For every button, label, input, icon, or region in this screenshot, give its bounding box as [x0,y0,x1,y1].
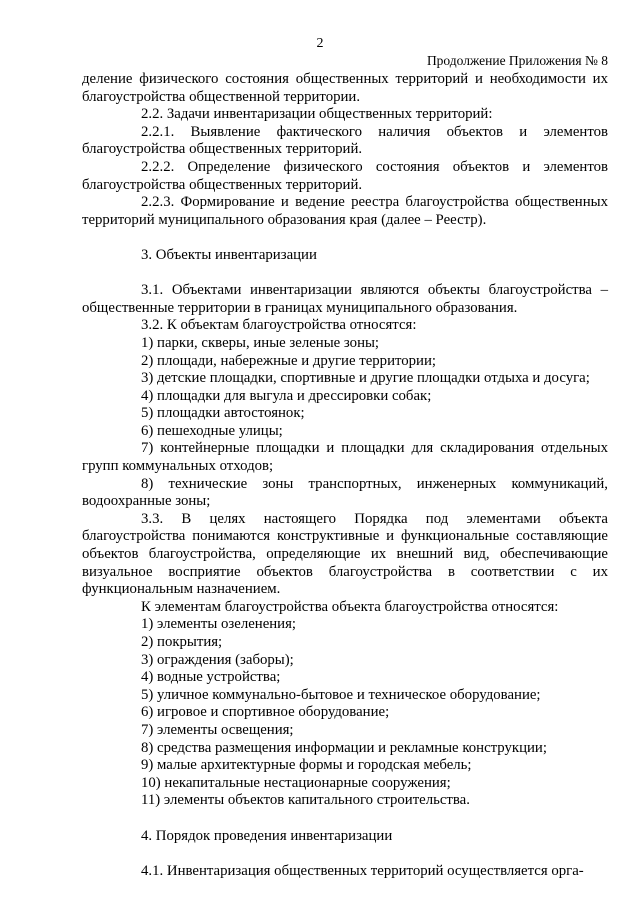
list-item-element: 2) покрытия; [141,634,223,650]
paragraph-3-3: 3.3. В целях настоящего Порядка под элементами объекта благоустройства понимаются конструктивные и функциональные составляющие объектов благоустройства, определяющие их внешний вид, обеспечивающие визуальное восприятие объектов благоустройства в соответствии с их функциональным назначением. [82,510,608,598]
section-gap [82,265,608,283]
list-item-element: 6) игровое и спортивное оборудование; [141,704,390,721]
list-item-object: 1) парки, скверы, иные зеленые зоны; [141,334,380,351]
paragraph-3-1: 3.1. Объектами инвентаризации являются объекты благоустройства – общественные территории в границах муниципального образования. [82,282,608,316]
list-item-element: 8) средства размещения информации и рекламные конструкции; [141,739,547,756]
list-item-element: 1) элементы озеленения; [141,616,297,633]
section-gap [82,845,608,863]
appendix-continuation-label: Продолжение Приложения № 8 [426,53,608,68]
list-item-object: 8) технические зоны транспортных, инженерных коммуникаций, водоохранные зоны; [82,475,608,510]
list-item-object: 3) детские площадки, спортивные и другие площадки отдыха и досуга; [141,370,590,387]
section-gap [82,229,608,247]
page-number: 2 [316,36,324,51]
paragraph-3-2: 3.2. К объектам благоустройства относятся: [141,317,417,334]
paragraph-elements-intro: К элементам благоустройства объекта благоустройства относятся: [141,598,559,615]
list-item-element: 3) ограждения (заборы); [141,651,294,668]
list-item-element: 4) водные устройства; [141,669,281,686]
list-item-element: 9) малые архитектурные формы и городская мебель; [141,757,472,774]
document-body [82,71,608,880]
paragraph-2-2-3: 2.2.3. Формирование и ведение реестра благоустройства общественных территорий муниципального образования края (далее – Реестр). [82,194,608,228]
section-heading-4: 4. Порядок проведения инвентаризации [141,827,393,844]
list-item-element: 11) элементы объектов капитального строительства. [141,792,470,809]
list-item-object: 6) пешеходные улицы; [141,422,283,439]
section-heading-3: 3. Объекты инвентаризации [141,246,317,263]
list-item-element: 5) уличное коммунально-бытовое и техническое оборудование; [141,686,541,703]
list-item-element: 10) некапитальные нестационарные сооружения; [141,774,451,791]
list-item-object: 7) контейнерные площадки и площадки для складирования отдельных групп коммунальных отходов; [82,440,608,475]
list-item-object: 2) площади, набережные и другие территории; [141,352,437,369]
list-item-object: 4) площадки для выгула и дрессировки собак; [141,387,432,404]
paragraph-2-2-1: 2.2.1. Выявление фактического наличия объектов и элементов благоустройства общественных территорий. [82,123,608,158]
paragraph-continuation: деление физического состояния общественных территорий и необходимости их благоустройства общественной территории. [82,71,608,105]
paragraph-4-1: 4.1. Инвентаризация общественных территорий осуществляется орга- [141,862,584,879]
section-gap [82,810,608,828]
paragraph-2-2-2: 2.2.2. Определение физического состояния объектов и элементов благоустройства общественных территорий. [82,158,608,193]
list-item-object: 5) площадки автостоянок; [141,405,305,422]
list-item-element: 7) элементы освещения; [141,721,294,738]
paragraph-2-2: 2.2. Задачи инвентаризации общественных территорий: [141,106,493,123]
